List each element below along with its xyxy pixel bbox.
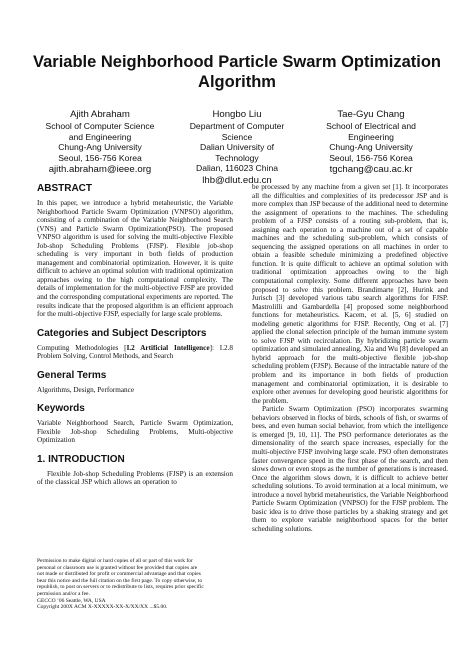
title-line-1: Variable Neighborhood Particle Swarm Optimization <box>33 53 441 71</box>
author-affiliation: School of Electrical and <box>326 121 416 131</box>
author-2 <box>172 109 302 187</box>
abstract-heading: ABSTRACT <box>37 183 92 194</box>
author-affiliation: and Engineering <box>68 131 132 142</box>
body-paragraph: be processed by any machine from a given set [1]. It incorporates all the difficulties and complexities of its predecessor JSP and is more complex than JSP because of the additional need to determine the assignment of operations to the machines. The scheduling problem of a FJSP consists of a routing sub-problem, that is, assigning each operation to a machine out of a set of capable machines and the scheduling sub-problem, which consists of sequencing the assigned operations on all machines in order to obtain a feasible schedule minimizing a predefined objective function. It is quite difficult to achieve an optimal solution with traditional optimization approaches owing to the high computational complexity. Some different approaches have been proposed to solve this problem. Brandimarte [2], Hurink and Jurisch [3] developed various tabu search algorithms for FJSP. Mastrolilli and Gambardella [4] proposed some neighborhood functions for metaheuristics. Kacem, et al. [5, 6] studied on modeling genetic algorithms for FJSP. Recently, Ong et al. [7] applied the clonal selection principle of the human immune system to solve FJSP with recirculation. By hybridizing particle swarm optimization and simulated annealing, Xia and Wu [8] developed an hybrid approach for the multi-objective flexible job-shop scheduling problem (FJSP). Because of the intractable nature of the problem and its importance in both fields of production management and combinatorial optimization, it is desirable to explore other avenues for developing good heuristic algorithms for the problem. <box>252 183 448 405</box>
author-affiliation: Department of Computer <box>189 121 285 131</box>
author-email[interactable]: lhb@dlut.edu.cn <box>202 174 272 186</box>
intro-heading: 1. INTRODUCTION <box>37 453 125 465</box>
permission-line: Copyright 200X ACM X-XXXXX-XX-X/XX/XX ...$5.00. <box>37 604 168 611</box>
author-affiliation: Dalian, 116023 China <box>195 163 279 173</box>
author-affiliation: Science <box>221 131 253 142</box>
left-column <box>37 183 233 487</box>
author-affiliation: Engineering <box>348 131 394 142</box>
permission-line: GECCO ’06 Seattle, WA, USA <box>37 597 106 604</box>
permission-notice <box>37 558 233 611</box>
categories-text <box>37 344 233 361</box>
author-affiliation: Seoul, 156-756 Korea <box>58 152 142 163</box>
categories-heading: Categories and Subject Descriptors <box>37 327 207 339</box>
permission-line: republish, to post on servers or to redistribute to lists, requires prior specific <box>37 584 204 591</box>
author-affiliation: Dalian University of <box>199 142 275 152</box>
author-email[interactable]: tgchang@cau.ac.kr <box>329 164 413 175</box>
author-email[interactable]: ajith.abraham@ieee.org <box>48 164 152 175</box>
author-name: Ajith Abraham <box>70 109 130 120</box>
author-affiliation: Seoul, 156-756 Korea <box>329 152 413 163</box>
author-affiliation: Chung-Ang University <box>58 142 142 152</box>
right-column <box>252 183 448 533</box>
general-terms-heading: General Terms <box>37 369 107 381</box>
general-terms-text: Algorithms, Design, Performance <box>37 385 135 394</box>
author-affiliation: Technology <box>215 152 259 163</box>
author-affiliation: Chung-Ang University <box>329 142 413 152</box>
intro-text: Flexible Job-shop Scheduling Problems (FJSP) is an extension of the classical JSP which allows an operation to <box>37 469 233 487</box>
permission-line: bear this notice and the full citation on the first page. To copy otherwise, to <box>37 577 203 584</box>
author-name: Hongbo Liu <box>212 109 262 120</box>
abstract-text: In this paper, we introduce a hybrid metaheuristic, the Variable Neighborhood Particle Swarm Optimization (VNPSO) algorithm, consisting of a combination of the Variable Neighborhood Search (VNS) and Particle Swarm Optimization(PSO). The proposed VNPSO algorithm is used for solving the multi-objective Flexible Job-shop Scheduling Problems (FJSP). Flexible job-shop scheduling is very important in both fields of production management and combinatorial optimization. However, it is quite difficult to achieve an optimal solution with traditional optimization approaches owing to the high computational complexity. The details of implementation for the multi-objective FJSP are provided and the corresponding computational experiments are reported. The results indicate that the proposed algorithm is an efficient approach for the multi-objective FJSP, especially for large scale problems. <box>37 199 233 319</box>
author-name: Tae-Gyu Chang <box>337 109 405 120</box>
keywords-heading: Keywords <box>37 403 85 415</box>
keywords-text: Variable Neighborhood Search, Particle Swarm Optimization, Flexible Job-shop Scheduling Problems, Multi-objective Optimization <box>37 419 233 445</box>
permission-line: Permission to make digital or hard copies of all or part of this work for <box>37 558 193 564</box>
title-line-2: Algorithm <box>198 73 276 91</box>
author-affiliation: School of Computer Science <box>45 121 155 131</box>
permission-line: permission and/or a fee. <box>37 590 90 597</box>
permission-line: personal or classroom use is granted without fee provided that copies are <box>37 564 198 571</box>
paper-title <box>0 52 474 92</box>
body-paragraph: Particle Swarm Optimization (PSO) incorporates swarming behaviors observed in flocks of birds, schools of fish, or swarms of bees, and even human social behavior, from which the intelligence is emerged [9, 10, 11]. The PSO performance deteriorates as the dimensionality of the search space increases, especially for the multi-objective FJSP involving large scale. PSO often demonstrates faster convergence speed in the first phase of the search, and then slows down or even stops as the number of generations is increased. Once the algorithm slows down, it is difficult to achieve better scheduling solutions. To avoid termination at a local minimum, we introduce a novel hybrid metaheuristics, the Variable Neighborhood Particle Swarm Optimization (VNPSO) for the FJSP problem. The basic idea is to drive those particles by a shaking strategy and get them to explore variable neighborhood spaces for the better scheduling solutions. <box>252 405 449 533</box>
author-3 <box>306 109 436 176</box>
categories-text-post: ]: I.2.8 Problem Solving, Control Methods, and Search <box>37 343 233 361</box>
categories-bold: I.2 Artificial Intelligence <box>126 343 210 352</box>
categories-text-pre: Computing Methodologies [ <box>37 343 127 352</box>
permission-line: not made or distributed for profit or commercial advantage and that copies <box>37 571 201 578</box>
author-1 <box>35 109 165 176</box>
